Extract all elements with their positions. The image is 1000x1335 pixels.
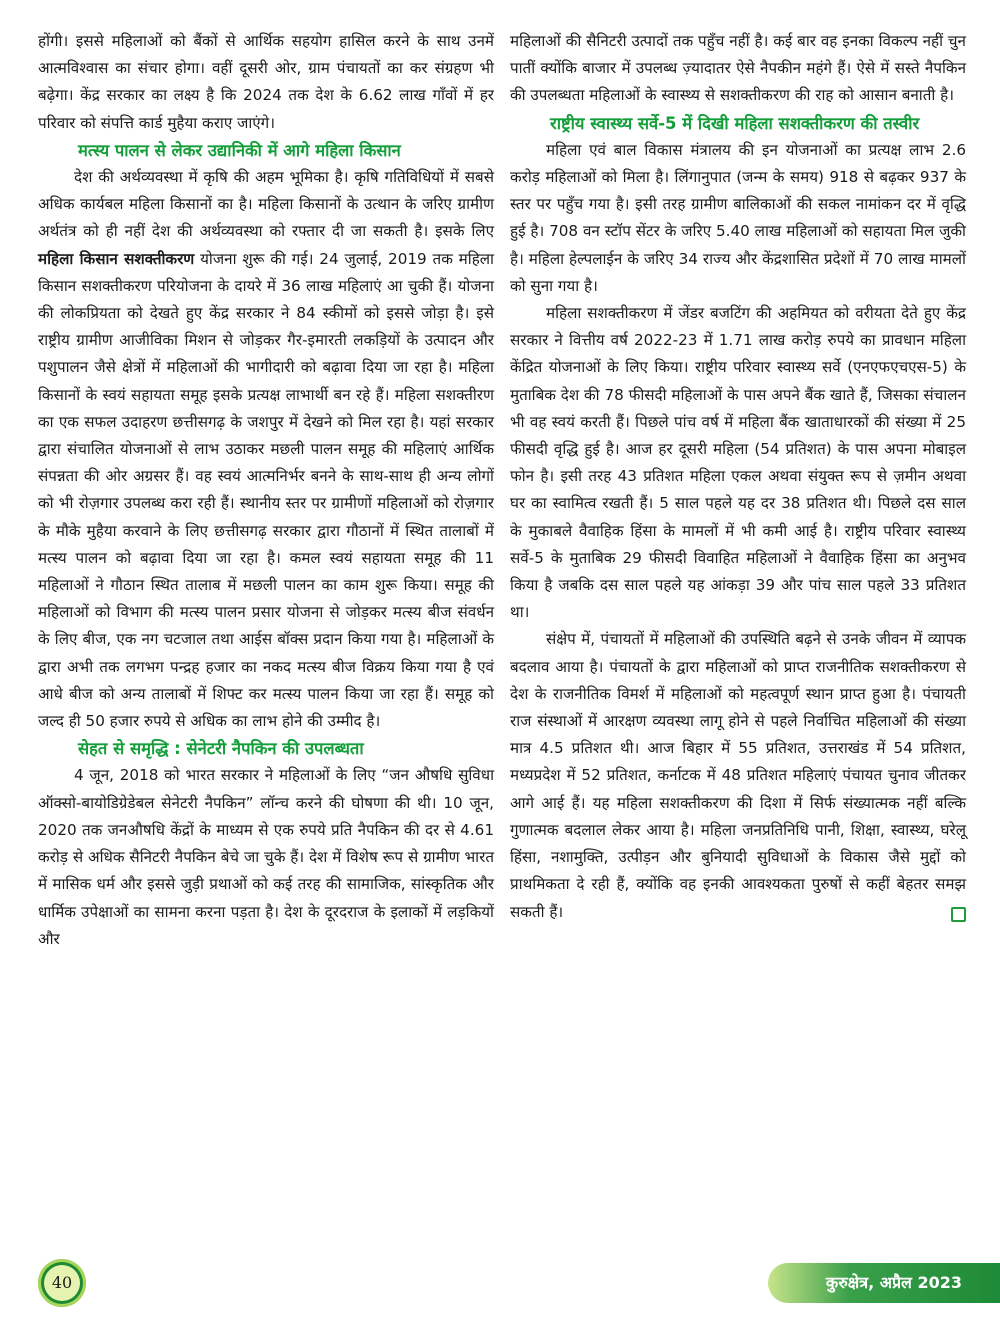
magazine-issue: कुरुक्षेत्र, अप्रैल 2023 <box>825 1273 962 1292</box>
paragraph-text: संक्षेप में, पंचायतों में महिलाओं की उपस्थिति बढ़ने से उनके जीवन में व्यापक बदलाव आया है। पंचायतों के द्वारा महिलाओं को प्राप्त राजनीतिक सशक्तीकरण से देश के राजनीतिक विमर्श में महिलाओं को महत्वपूर्ण स्थान प्राप्त हुआ है। पंचायती राज संस्थाओं में आरक्षण व्यवस्था लागू होने से पहले निर्वाचित महिलाओं की संख्या मात्र 4.5 प्रतिशत थी। आज बिहार में 55 प्रतिशत, उत्तराखंड में 54 प्रतिशत, मध्यप्रदेश में 52 प्रतिशत, कर्नाटक में 48 प्रतिशत महिलाएं पंचायत चुनाव जीतकर आगे आई हैं। यह महिला सशक्तीकरण की दिशा में सिर्फ संख्यात्मक नहीं बल्कि गुणात्मक बदलाल लेकर आया है। महिला जनप्रतिनिधि पानी, शिक्षा, स्वास्थ्य, घरेलू हिंसा, नशामुक्ति, उत्पीड़न और बुनियादी सुविधाओं के विकास जैसे मुद्दों को प्राथमिकता दे रही हैं, क्योंकि वह इनकी आवश्यकता पुरुषों से कहीं बेहतर समझ सकती हैं। <box>510 630 966 921</box>
bold-term: महिला किसान सशक्तीकरण <box>38 249 195 268</box>
page-number-badge <box>38 1259 86 1307</box>
paragraph: महिलाओं की सैनिटरी उत्पादों तक पहुँच नहीं है। कई बार वह इनका विकल्प नहीं चुन पातीं क्योंकि बाजार में उपलब्ध ज़्यादातर ऐसे नैपकीन महंगे हैं। ऐसे में सस्ते नैपकिन की उपलब्धता महिलाओं के स्वास्थ्य से सशक्तीकरण की राह को आसान बनाती है। <box>510 32 966 105</box>
end-square-icon <box>951 907 966 922</box>
right-column <box>510 28 966 926</box>
section-heading: सेहत से समृद्धि : सेनेटरी नैपकिन की उपलब्धता <box>78 739 364 759</box>
section-heading: राष्ट्रीय स्वास्थ्य सर्वे-5 में दिखी महिला सशक्तीकरण की तस्वीर <box>550 113 920 133</box>
paragraph: महिला एवं बाल विकास मंत्रालय की इन योजनाओं का प्रत्यक्ष लाभ 2.6 करोड़ महिलाओं को मिला है। लिंगानुपात (जन्म के समय) 918 से बढ़कर 937 के स्तर पर पहुँच गया है। इसी तरह ग्रामीण बालिकाओं की सकल नामांकन दर में वृद्धि हुई है। 708 वन स्टॉप सेंटर के जरिए 5.40 लाख महिलाओं को सहायता मिल जुकी है। महिला हेल्पलाईन के जरिए 34 राज्य और केंद्रशासित प्रदेशों में 70 लाख मामलों को सुना गया है। <box>510 140 966 295</box>
paragraph-text: योजना शुरू की गई। 24 जुलाई, 2019 तक महिला किसान सशक्तीकरण परियोजना के दायरे में 36 लाख महिलाएं आ चुकी हैं। योजना की लोकप्रियता को देखते हुए केंद्र सरकार ने 84 स्कीमों को इससे जोड़ा है। इसे राष्ट्रीय ग्रामीण आजीविका मिशन से जोड़कर गैर-इमारती लकड़ियों के उत्पादन और पशुपालन जैसे क्षेत्रों में महिलाओं की भागीदारी को बढ़ावा दिया जा रहा है। महिला किसानों के स्वयं सहायता समूह इसके प्रत्यक्ष लाभार्थी बन रहे हैं। महिला सशक्तीरण का एक सफल उदाहरण छत्तीसगढ़ के जशपुर में देखने को मिल रहा है। यहां सरकार द्वारा संचालित योजनाओं से लाभ उठाकर मछली पालन समूह की महिलाएं आर्थिक संपन्नता की ओर अग्रसर हैं। वह स्वयं आत्मनिर्भर बनने के साथ-साथ ही अन्य लोगों को भी रोज़गार उपलब्ध करा रही हैं। स्थानीय स्तर पर ग्रामीणों महिलाओं को रोज़गार के मौके मुहैया करवाने के लिए छत्तीसगढ़ सरकार द्वारा गौठानों में स्थित तालाबों में मत्स्य पालन को बढ़ावा दिया जा रहा है। कमल स्वयं सहायता समूह की 11 महिलाओं ने गौठान स्थित तालाब में मछली पालन का काम शुरू किया। समूह की महिलाओं को विभाग की मत्स्य पालन प्रसार योजना से जोड़कर मत्स्य बीज संवर्धन के लिए बीज, एक नग चटजाल तथा आईस बॉक्स प्रदान किया गया है। महिलाओं के द्वारा अभी तक लगभग पन्द्रह हजार का नकद मत्स्य बीज विक्रय किया गया है एवं आधे बीज को अन्य तालाबों में शिफ्ट कर मत्स्य पालन किया जा रहा हैं। समूह को जल्द ही 50 हजार रुपये से अधिक का लाभ होने की उम्मीद है। <box>38 249 494 731</box>
paragraph-text: देश की अर्थव्यवस्था में कृषि की अहम भूमिका है। कृषि गतिविधियों में सबसे अधिक कार्यबल महिला किसानों का है। महिला किसानों के उत्थान के जरिए ग्रामीण अर्थतंत्र को ही नहीं देश की अर्थव्यवस्था को रफ्तार दी जा सकती है। इसके लिए <box>38 168 494 241</box>
paragraph <box>38 164 494 735</box>
paragraph <box>510 626 966 925</box>
paragraph: 4 जून, 2018 को भारत सरकार ने महिलाओं के लिए “जन औषधि सुविधा ऑक्सो-बायोडिग्रेडेबल सेनेटरी नैपकिन” लॉन्च करने की घोषणा की थी। 10 जून, 2020 तक जनऔषधि केंद्रों के माध्यम से एक रुपये प्रति नैपकिन की दर से 4.61 करोड़ से अधिक सैनिटरी नैपकिन बेचे जा चुके हैं। देश में विशेष रूप से ग्रामीण भारत में मासिक धर्म और इससे जुड़ी प्रथाओं को कई तरह की सामाजिक, सांस्कृतिक और धार्मिक उपेक्षाओं का सामना करना पड़ता है। देश के दूरदराज के इलाकों में लड़कियों और <box>38 766 494 948</box>
page-number: 40 <box>44 1265 80 1301</box>
left-column <box>38 28 494 953</box>
section-heading: मत्स्य पालन से लेकर उद्यानिकी में आगे महिला किसान <box>78 140 401 160</box>
paragraph: महिला सशक्तीकरण में जेंडर बजटिंग की अहमियत को वरीयता देते हुए केंद्र सरकार ने वित्तीय वर्ष 2022-23 में 1.71 लाख करोड़ रुपये का प्रावधान महिला केंद्रित योजनाओं के लिए किया। राष्ट्रीय परिवार स्वास्थ्य सर्वे (एनएफएचएस-5) के मुताबिक देश की 78 फीसदी महिलाओं के पास अपने बैंक खाते हैं, जिसका संचालन भी वह स्वयं करती हैं। पिछले पांच वर्ष में महिला बैंक खाताधारकों की संख्या में 25 फीसदी वृद्धि हुई है। आज हर दूसरी महिला (54 प्रतिशत) के पास अपना मोबाइल फोन है। इसी तरह 43 प्रतिशत महिला एकल अथवा संयुक्त रूप से ज़मीन अथवा घर का स्वामित्व रखती हैं। 5 साल पहले यह दर 38 प्रतिशत थी। पिछले दस साल के मुकाबले वैवाहिक हिंसा के मामलों में भी कमी आई है। राष्ट्रीय परिवार स्वास्थ्य सर्वे-5 के मुताबिक 29 फीसदी विवाहित महिलाओं ने वैवाहिक हिंसा का अनुभव किया है जबकि दस साल पहले यह आंकड़ा 39 और पांच साल पहले 33 प्रतिशत था। <box>510 304 966 622</box>
paragraph: होंगी। इससे महिलाओं को बैंकों से आर्थिक सहयोग हासिल करने के साथ उनमें आत्मविश्वास का संचार होगा। वहीं दूसरी ओर, ग्राम पंचायतों का कर संग्रहण भी बढ़ेगा। केंद्र सरकार का लक्ष्य है कि 2024 तक देश के 6.62 लाख गाँवों में हर परिवार को संपत्ति कार्ड मुहैया कराए जाएंगे। <box>38 32 494 132</box>
